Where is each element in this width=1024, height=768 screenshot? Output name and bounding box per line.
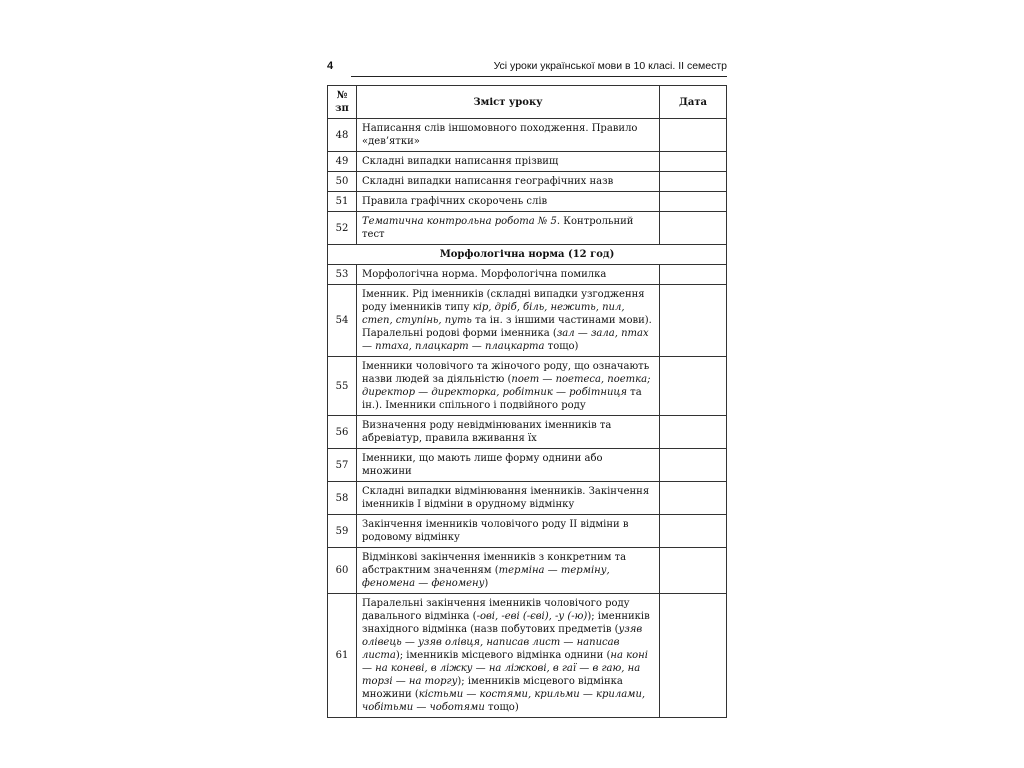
lesson-text-segment: Визначення роду невідмінюваних іменників та абревіатур, правила вживання їх bbox=[362, 420, 612, 444]
lesson-date-cell bbox=[660, 449, 727, 482]
table-row bbox=[328, 152, 727, 172]
lesson-text-segment: -ові, -еві (-єві), -у (-ю) bbox=[476, 611, 588, 622]
lesson-number: 61 bbox=[328, 594, 357, 718]
table-row bbox=[328, 265, 727, 285]
lesson-content bbox=[357, 357, 660, 416]
lesson-number: 49 bbox=[328, 152, 357, 172]
lesson-text-segment: Морфологічна норма. Морфологічна помилка bbox=[362, 269, 607, 280]
lesson-text-segment: поет — поетеса, поетка; директор — директорка, робітник — робітниця bbox=[362, 374, 651, 398]
lesson-text-segment: та ін. з іншими частинами мови). Паралельні родові форми іменника ( bbox=[362, 315, 652, 339]
page-header bbox=[327, 56, 727, 77]
lesson-number: 58 bbox=[328, 482, 357, 515]
lesson-date-cell bbox=[660, 172, 727, 192]
lesson-text-segment: Складні випадки написання географічних назв bbox=[362, 176, 614, 187]
lesson-text-segment: Складні випадки відмінювання іменників. Закінчення іменників І відміни в орудному відмінку bbox=[362, 486, 650, 510]
lesson-number: 55 bbox=[328, 357, 357, 416]
lesson-text-segment: Іменник. Рід іменників (складні випадки узгодження роду іменників типу bbox=[362, 289, 645, 313]
lesson-content bbox=[357, 548, 660, 594]
lesson-text-segment: на коні — на коневі, в ліжку — на ліжкові, в гаї — в гаю, на торзі — на торгу bbox=[362, 650, 648, 687]
lesson-content bbox=[357, 119, 660, 152]
lesson-text-segment: Відмінкові закінчення іменників з конкретним та абстрактним значенням ( bbox=[362, 552, 627, 576]
lesson-number: 56 bbox=[328, 416, 357, 449]
table-header-row bbox=[328, 86, 727, 119]
table-row bbox=[328, 212, 727, 245]
lesson-content bbox=[357, 416, 660, 449]
table-row bbox=[328, 119, 727, 152]
table-row bbox=[328, 594, 727, 718]
lesson-content bbox=[357, 152, 660, 172]
page bbox=[327, 56, 727, 713]
lesson-date-cell bbox=[660, 152, 727, 172]
lesson-content bbox=[357, 482, 660, 515]
lesson-text-segment: Складні випадки написання прізвищ bbox=[362, 156, 559, 167]
table-row bbox=[328, 416, 727, 449]
lesson-number: 54 bbox=[328, 285, 357, 357]
lesson-text-segment: Тематична контрольна робота № 5. bbox=[362, 216, 561, 227]
lesson-date-cell bbox=[660, 594, 727, 718]
lesson-date-cell bbox=[660, 515, 727, 548]
lesson-text-segment: Іменники чоловічого та жіночого роду, що означають назви людей за діяльністю ( bbox=[362, 361, 650, 385]
lesson-text-segment: кістьми — костями, крильми — крилами, чобітьми — чоботями bbox=[362, 689, 646, 713]
lesson-text-segment: зал — зала, птах — птаха, плацкарт — плацкарта bbox=[362, 328, 649, 352]
lesson-content bbox=[357, 594, 660, 718]
table-row bbox=[328, 172, 727, 192]
column-content-header: Зміст уроку bbox=[357, 86, 660, 119]
lesson-number: 59 bbox=[328, 515, 357, 548]
table-row bbox=[328, 515, 727, 548]
lesson-number: 53 bbox=[328, 265, 357, 285]
column-number-header: № зп bbox=[328, 86, 357, 119]
lesson-content bbox=[357, 515, 660, 548]
lesson-content bbox=[357, 212, 660, 245]
lesson-text-segment: Іменники, що мають лише форму однини або множини bbox=[362, 453, 603, 477]
table-row bbox=[328, 357, 727, 416]
lesson-date-cell bbox=[660, 548, 727, 594]
table-row bbox=[328, 548, 727, 594]
lesson-number: 57 bbox=[328, 449, 357, 482]
table-row bbox=[328, 449, 727, 482]
lesson-text-segment: тощо) bbox=[544, 341, 579, 352]
lessons-table bbox=[327, 85, 727, 718]
lesson-text-segment: ); іменників знахідного відмінка (назв побутових предметів ( bbox=[362, 611, 650, 635]
lesson-date-cell bbox=[660, 285, 727, 357]
lesson-text-segment: кір, дріб, біль, нежить, пил, степ, ступінь, путь bbox=[362, 302, 625, 326]
lesson-number: 48 bbox=[328, 119, 357, 152]
table-row bbox=[328, 482, 727, 515]
lesson-number: 50 bbox=[328, 172, 357, 192]
lesson-content bbox=[357, 449, 660, 482]
lesson-date-cell bbox=[660, 192, 727, 212]
lesson-text-segment: ) bbox=[484, 578, 489, 589]
lesson-content bbox=[357, 265, 660, 285]
lesson-text-segment: Написання слів іншомовного походження. Правило «дев’ятки» bbox=[362, 123, 638, 147]
lesson-number: 52 bbox=[328, 212, 357, 245]
column-date-header: Дата bbox=[660, 86, 727, 119]
table-row bbox=[328, 285, 727, 357]
lesson-text-segment: тощо) bbox=[484, 702, 519, 713]
lesson-text-segment: узяв олівець — узяв олівця, написав лист — написав листа bbox=[362, 624, 643, 661]
lesson-text-segment: Контрольний тест bbox=[362, 216, 634, 240]
page-number: 4 bbox=[327, 60, 334, 72]
lesson-date-cell bbox=[660, 416, 727, 449]
section-title: Морфологічна норма (12 год) bbox=[328, 245, 727, 265]
lesson-content bbox=[357, 172, 660, 192]
lesson-number: 60 bbox=[328, 548, 357, 594]
lesson-content bbox=[357, 285, 660, 357]
lesson-date-cell bbox=[660, 212, 727, 245]
lesson-text-segment: Правила графічних скорочень слів bbox=[362, 196, 548, 207]
lesson-text-segment: та ін.). Іменники спільного і подвійного роду bbox=[362, 387, 642, 411]
table-row bbox=[328, 192, 727, 212]
lesson-date-cell bbox=[660, 482, 727, 515]
lesson-number: 51 bbox=[328, 192, 357, 212]
lesson-date-cell bbox=[660, 265, 727, 285]
lesson-text-segment: Закінчення іменників чоловічого роду ІІ відміни в родовому відмінку bbox=[362, 519, 629, 543]
section-row bbox=[328, 245, 727, 265]
lesson-text-segment: Паралельні закінчення іменників чоловічого роду давального відмінка ( bbox=[362, 598, 630, 622]
lesson-text-segment: ); іменників місцевого відмінка множини ( bbox=[362, 676, 623, 700]
lesson-text-segment: терміна — терміну, феномена — феномену bbox=[362, 565, 610, 589]
lesson-text-segment: ); іменників місцевого відмінка однини ( bbox=[395, 650, 611, 661]
lesson-date-cell bbox=[660, 119, 727, 152]
lesson-content bbox=[357, 192, 660, 212]
running-title: Усі уроки української мови в 10 класі. II семестр bbox=[493, 60, 727, 72]
lesson-date-cell bbox=[660, 357, 727, 416]
